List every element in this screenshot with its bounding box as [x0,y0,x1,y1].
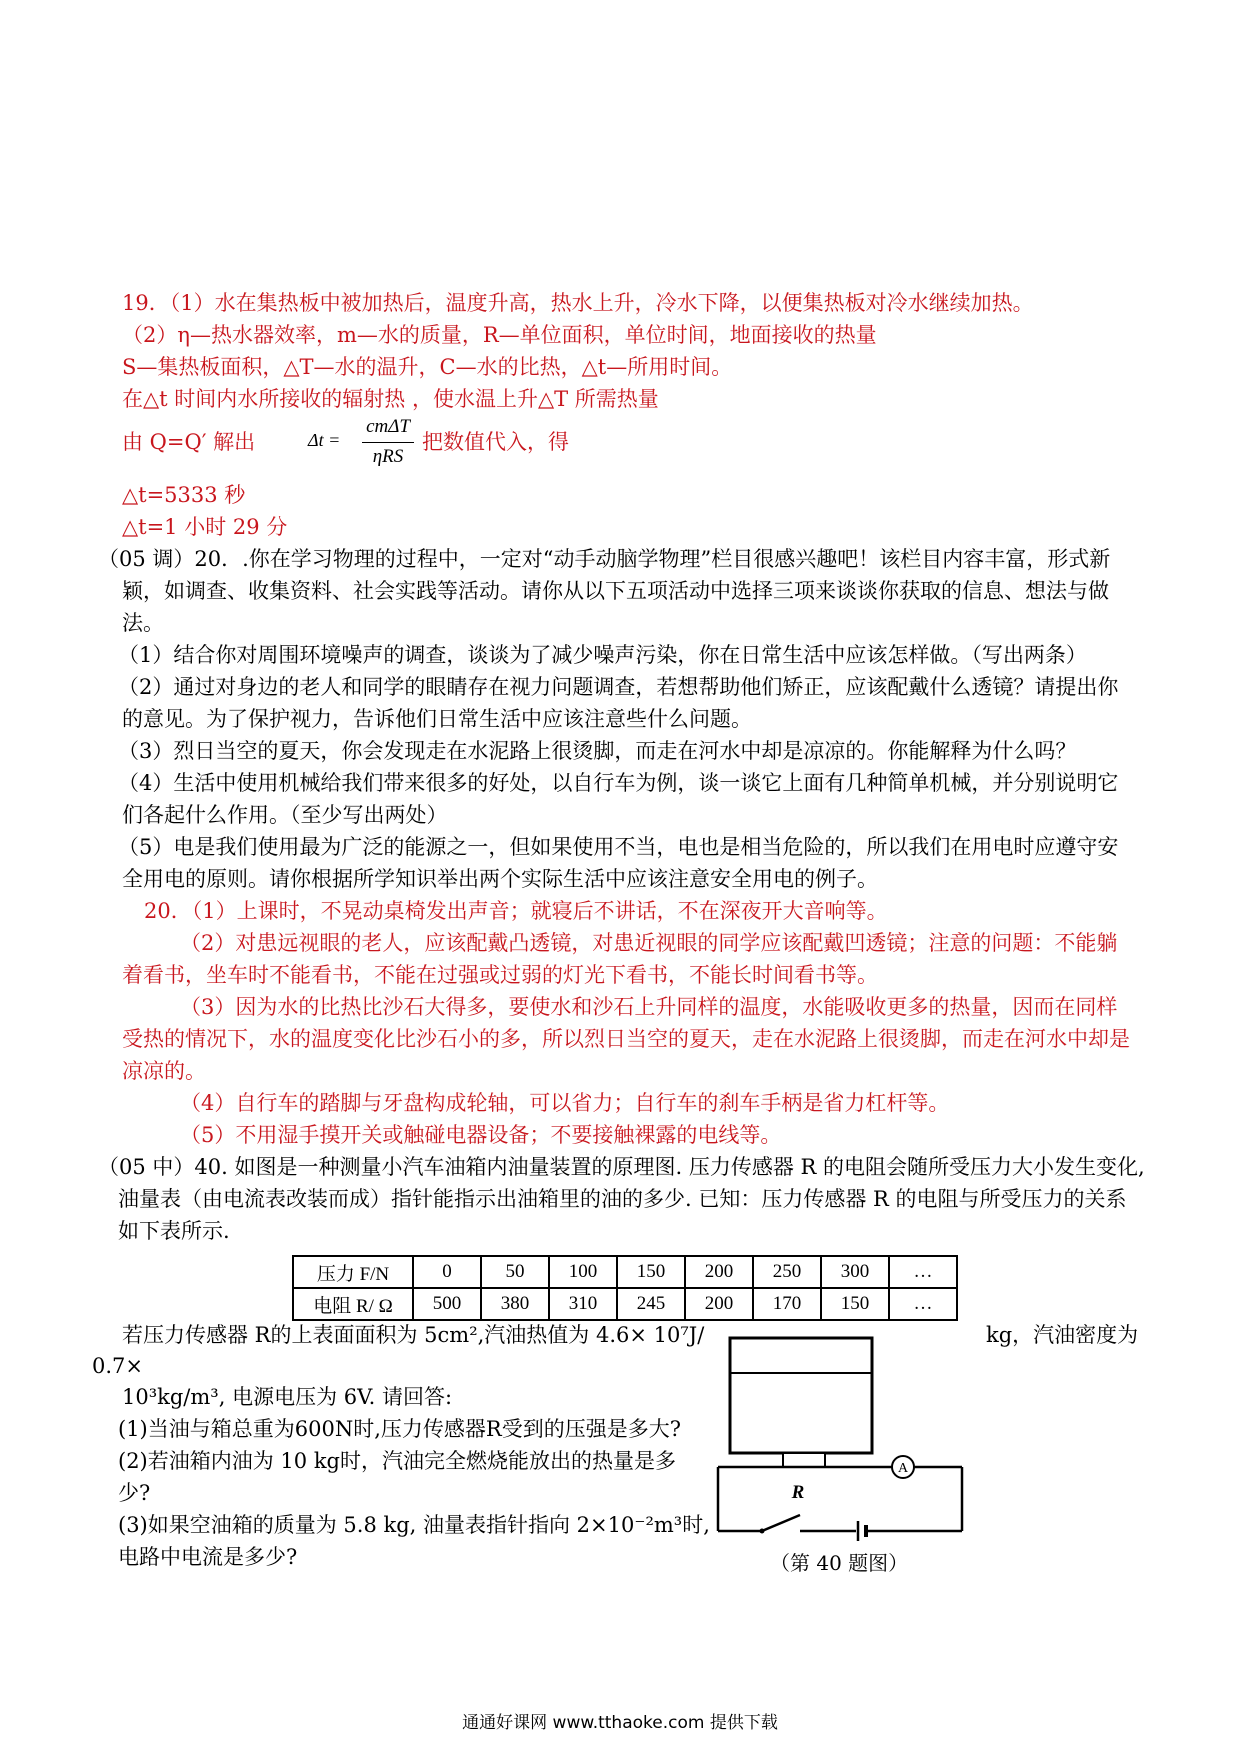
question-40-line: kg，汽油密度为 [986,1323,1139,1347]
question-40-line: 如下表所示. [118,1219,230,1243]
table-cell: 200 [685,1288,753,1320]
table-cell: 250 [753,1256,821,1288]
question-40-line: 少? [118,1481,151,1505]
pressure-sensor [783,1453,825,1467]
answer-20-line: （2）对患远视眼的老人，应该配戴凸透镜，对患近视眼的同学应该配戴凹透镜；注意的问题：不能躺 [180,931,1118,955]
question-20-line: 全用电的原则。请你根据所学知识举出两个实际生活中应该注意安全用电的例子。 [122,867,878,891]
table-row-header: 电阻 R/ Ω [293,1288,413,1320]
question-20-line: （3）烈日当空的夏天，你会发现走在水泥路上很烫脚，而走在河水中却是凉凉的。你能解释为什么吗？ [118,739,1077,763]
resistor-label: R [791,1482,805,1503]
answer-19-line: △t=1 小时 29 分 [122,515,288,539]
table-cell: 310 [549,1288,617,1320]
answer-19-line: 在△t 时间内水所接收的辐射热 ，使水温上升△T 所需热量 [122,387,659,411]
answer-19-line: 19．（1）水在集热板中被加热后，温度升高，热水上升，冷水下降，以便集热板对冷水继续加热。 [122,291,1034,315]
answer-19-line: （2）η—热水器效率，m—水的质量，R—单位面积，单位时间，地面接收的热量 [122,323,877,347]
answer-20-line: 受热的情况下，水的温度变化比沙石小的多，所以烈日当空的夏天，走在水泥路上很烫脚，而走在河水中却是 [122,1027,1130,1051]
question-20-line: 们各起什么作用。（至少写出两处） [122,803,448,827]
question-40-line: (1)当油与箱总重为600N时,压力传感器R受到的压强是多大? [118,1417,681,1441]
answer-20-line: （4）自行车的踏脚与牙盘构成轮轴，可以省力；自行车的刹车手柄是省力杠杆等。 [180,1091,950,1115]
question-20-line: 法。 [122,611,164,635]
table-cell: 500 [413,1288,481,1320]
answer-19-line: S—集热板面积，△T—水的温升，C—水的比热，△t—所用时间。 [122,355,733,379]
table-cell: 0 [413,1256,481,1288]
pressure-resistance-table [292,1255,958,1321]
switch-lever [762,1515,800,1531]
question-40-line: (2)若油箱内油为 10 kg时，汽油完全燃烧能放出的热量是多 [118,1449,676,1473]
fraction-bar [362,442,414,443]
formula-lhs: Δt = [308,430,341,450]
fuel-tank [730,1338,872,1453]
answer-20-line: 着看书，坐车时不能看书，不能在过强或过弱的灯光下看书，不能长时间看书等。 [122,963,878,987]
question-40-line: 若压力传感器 R的上表面面积为 5cm²,汽油热值为 4.6× 10⁷J/ [122,1323,705,1347]
table-row [293,1256,957,1288]
answer-20-line: （3）因为水的比热比沙石大得多，要使水和沙石上升同样的温度，水能吸收更多的热量，因而在同样 [180,995,1118,1019]
table-cell: 200 [685,1256,753,1288]
question-20-line: （1）结合你对周围环境噪声的调查，谈谈为了减少噪声污染，你在日常生活中应该怎样做。（写出两条） [118,643,1087,667]
question-40-line: （05 中）40. 如图是一种测量小汽车油箱内油量装置的原理图. 压力传感器 R 的电阻会随所受压力大小发生变化, [98,1155,1145,1179]
question-20-line: 的意见。为了保护视力，告诉他们日常生活中应该注意些什么问题。 [122,707,752,731]
answer-19-line: 由 Q=Q′ 解出 [122,430,256,454]
answer-20-line: 20．（1）上课时，不晃动桌椅发出声音；就寝后不讲话，不在深夜开大音响等。 [144,899,888,923]
question-20-line: （5）电是我们使用最为广泛的能源之一，但如果使用不当，电也是相当危险的，所以我们在用电时应遵守安 [118,835,1119,859]
fuel-gauge-circuit-diagram [700,1335,980,1545]
answer-19-line: △t=5333 秒 [122,483,246,507]
answer-20-line: 凉凉的。 [122,1059,206,1083]
question-20-line: （4）生活中使用机械给我们带来很多的好处，以自行车为例，谈一谈它上面有几种简单机械，并分别说明它 [118,771,1119,795]
figure-caption: （第 40 题图） [770,1551,909,1575]
table-row [293,1288,957,1320]
table-cell: 380 [481,1288,549,1320]
table-cell: … [889,1256,957,1288]
question-40-line: 10³kg/m³, 电源电压为 6V. 请回答: [122,1385,453,1409]
question-20-line: （2）通过对身边的老人和同学的眼睛存在视力问题调查，若想帮助他们矫正，应该配戴什么透镜？请提出你 [118,675,1119,699]
table-cell: 100 [549,1256,617,1288]
table-cell: 300 [821,1256,889,1288]
formula-numerator: cmΔT [366,416,410,437]
table-row-header: 压力 F/N [293,1256,413,1288]
page-footer: 通通好课网 www.tthaoke.com 提供下载 [462,1713,778,1733]
question-40-line: 电路中电流是多少? [118,1545,298,1569]
question-40-line: 油量表（由电流表改装而成）指针能指示出油箱里的油的多少. 已知：压力传感器 R 的电阻与所受压力的关系 [118,1187,1127,1211]
table-cell: 150 [821,1288,889,1320]
question-40-line: (3)如果空油箱的质量为 5.8 kg, 油量表指针指向 2×10⁻²m³时, [118,1513,710,1537]
question-40-line: 0.7× [92,1354,143,1378]
table-cell: 245 [617,1288,685,1320]
answer-19-line: 把数值代入，得 [422,430,569,454]
table-cell: 150 [617,1256,685,1288]
question-20-line: （05 调）20．.你在学习物理的过程中，一定对“动手动脑学物理”栏目很感兴趣吧！该栏目内容丰富，形式新 [98,547,1111,571]
ammeter-label: A [897,1461,909,1476]
table-cell: 170 [753,1288,821,1320]
question-20-line: 颖，如调查、收集资料、社会实践等活动。请你从以下五项活动中选择三项来谈谈你获取的信息、想法与做 [122,579,1109,603]
table-cell: 50 [481,1256,549,1288]
answer-20-line: （5）不用湿手摸开关或触碰电器设备；不要接触裸露的电线等。 [180,1123,782,1147]
formula-denominator: ηRS [372,446,404,467]
table-cell: … [889,1288,957,1320]
